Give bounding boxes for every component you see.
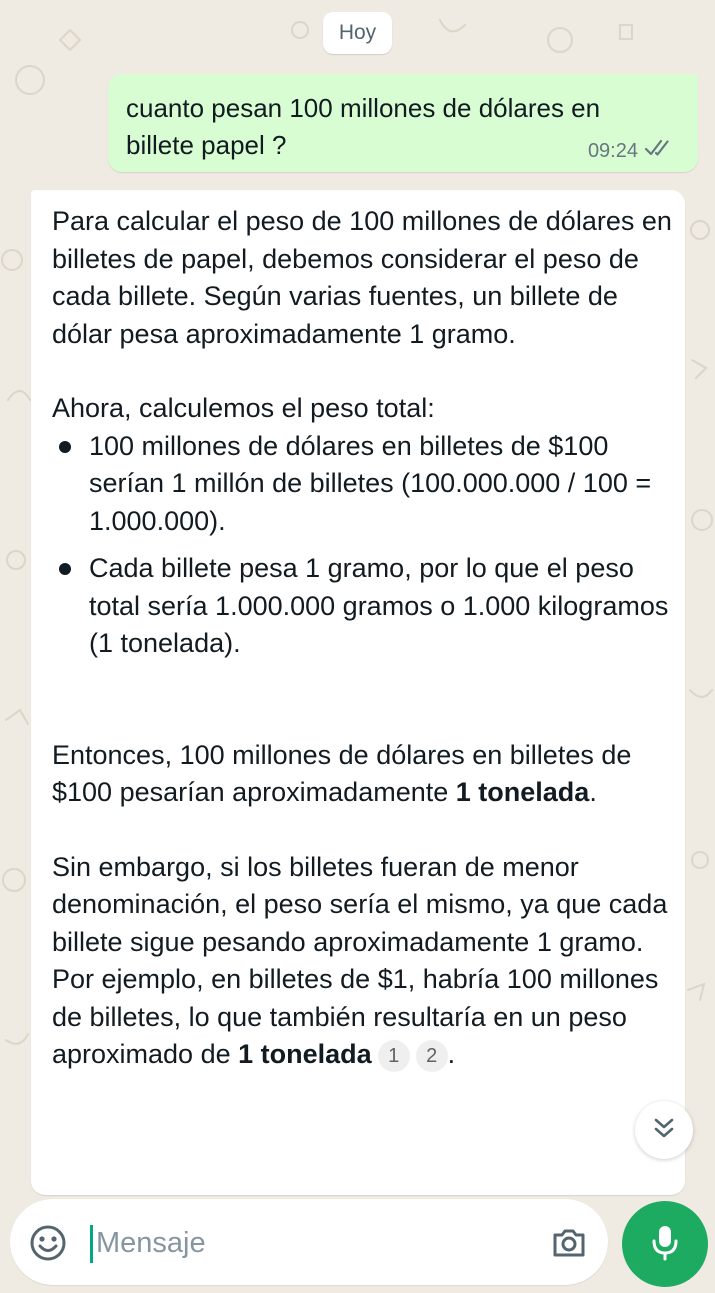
- calculation-lead: Ahora, calculemos el peso total:: [52, 393, 435, 423]
- text-cursor: [90, 1225, 93, 1263]
- conclusion-text: Entonces, 100 millones de dólares en billetes de $100 pesarían aproximadamente: [52, 739, 632, 807]
- mic-icon: [647, 1222, 683, 1267]
- double-check-icon: [644, 139, 672, 163]
- incoming-message-body: [52, 203, 672, 1074]
- list-item-text: 100 millones de dólares en billetes de $100 serían 1 millón de billetes (100.000.000 / 100 = 1.000.000).: [89, 430, 652, 536]
- message-composer: [10, 1199, 608, 1285]
- intro-paragraph: Para calcular el peso de 100 millones de dólares en billetes de papel, debemos considerar el peso de cada billete. Según varias fuentes, un billete de dólar pesa aproximadamente 1 gramo.: [52, 206, 672, 349]
- list-item: [52, 428, 672, 541]
- note-paragraph: [52, 849, 672, 1074]
- outgoing-message[interactable]: [108, 74, 698, 172]
- date-label: Hoy: [338, 21, 377, 44]
- note-end: .: [447, 1039, 456, 1069]
- conclusion-paragraph: [52, 737, 672, 812]
- conclusion-bold: 1 tonelada: [455, 777, 590, 807]
- conclusion-end: .: [589, 777, 597, 807]
- emoji-icon[interactable]: [28, 1223, 68, 1263]
- date-separator: [323, 12, 392, 54]
- note-bold: 1 tonelada: [238, 1039, 372, 1069]
- calculation-list: [52, 428, 672, 663]
- bullet-dot: [59, 563, 71, 575]
- outgoing-message-text: cuanto pesan 100 millones de dólares en billete papel ?: [126, 93, 601, 160]
- double-chevron-down-icon: [651, 1115, 677, 1146]
- message-input[interactable]: [96, 1219, 536, 1267]
- message-meta: [588, 138, 672, 164]
- message-time: 09:24: [587, 139, 638, 162]
- note-text: Sin embargo, si los billetes fueran de menor denominación, el peso sería el mismo, ya que cada billete sigue pesando aproximadamente 1 gramo. Por ejemplo, en billetes de $1, habría 100 millones de billetes, lo que también resultaría en un peso aproximado de: [52, 851, 668, 1069]
- bullet-dot: [59, 441, 71, 453]
- citation-badge[interactable]: 1: [378, 1040, 410, 1072]
- incoming-message[interactable]: [31, 190, 685, 1195]
- scroll-to-bottom-button[interactable]: [635, 1101, 693, 1159]
- voice-message-button[interactable]: [622, 1201, 708, 1287]
- citation-badge[interactable]: 2: [416, 1040, 448, 1072]
- list-item-text: Cada billete pesa 1 gramo, por lo que el peso total sería 1.000.000 gramos o 1.000 kilogramos (1 tonelada).: [89, 553, 669, 658]
- list-item: [52, 550, 672, 663]
- camera-icon[interactable]: [549, 1223, 589, 1263]
